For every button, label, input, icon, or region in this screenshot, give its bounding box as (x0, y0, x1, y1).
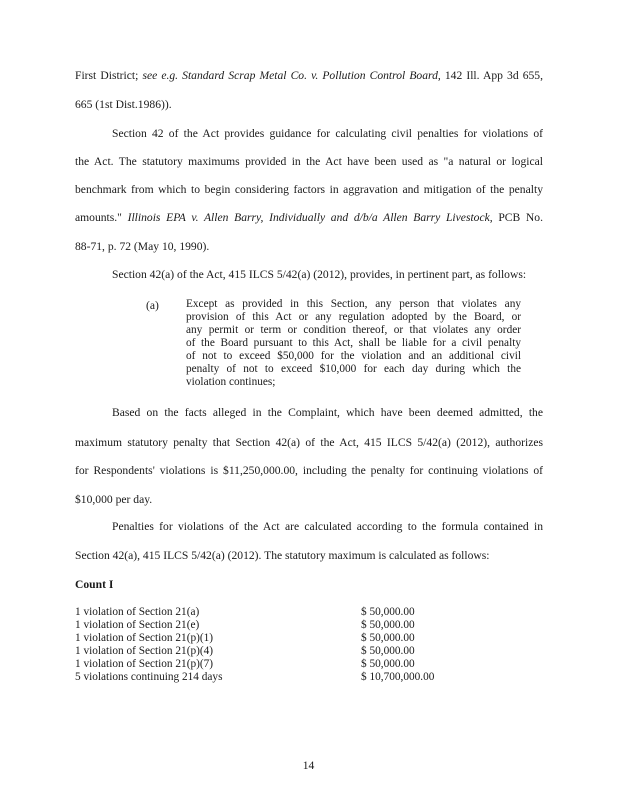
para2-line5: 88-71, p. 72 (May 10, 1990). (75, 240, 210, 253)
text-span: amounts." (75, 211, 128, 224)
page-number: 14 (302, 759, 315, 772)
penalty-amount: $ 10,700,000.00 (361, 671, 435, 683)
para5-line2: Section 42(a), 415 ILCS 5/42(a) (2012). The statutory maximum is calculated as follows: (75, 549, 490, 562)
table-row (75, 632, 555, 645)
penalty-amount: $ 50,000.00 (361, 658, 415, 670)
text-span: First District; (75, 69, 143, 82)
penalty-amount: $ 50,000.00 (361, 645, 415, 657)
table-row (75, 606, 555, 619)
quote-line: Except as provided in this Section, any person that violates any (186, 298, 521, 310)
para3-line1: Section 42(a) of the Act, 415 ILCS 5/42(a) (2012), provides, in pertinent part, as follows: (112, 268, 527, 281)
penalty-amount: $ 50,000.00 (361, 632, 415, 644)
violation-desc: 1 violation of Section 21(p)(7) (75, 658, 214, 670)
para2-line3: benchmark from which to begin considering factors in aggravation and mitigation of the penalty (75, 183, 543, 196)
table-row (75, 671, 555, 684)
count-heading: Count I (75, 578, 114, 591)
para2-line1: Section 42 of the Act provides guidance for calculating civil penalties for violations of (112, 127, 543, 140)
penalty-amount: $ 50,000.00 (361, 606, 415, 618)
violation-desc: 1 violation of Section 21(p)(4) (75, 645, 214, 657)
violation-desc: 1 violation of Section 21(e) (75, 619, 200, 631)
text-span: 142 Ill. App 3d 655, (440, 69, 544, 82)
para4-line1: Based on the facts alleged in the Complaint, which have been deemed admitted, the (112, 406, 543, 419)
para1-line1 (75, 69, 543, 83)
table-row (75, 658, 555, 671)
violation-desc: 5 violations continuing 214 days (75, 671, 223, 683)
quote-line: of not to exceed $50,000 for the violation and an additional civil (186, 350, 521, 362)
para2-line4 (75, 211, 543, 225)
quote-line: penalty of not to exceed $10,000 for each day during which the (186, 363, 521, 375)
case-citation: see e.g. Standard Scrap Metal Co. v. Pollution Control Board, (142, 69, 441, 82)
table-row (75, 619, 555, 632)
violation-desc: 1 violation of Section 21(a) (75, 606, 200, 618)
table-row (75, 645, 555, 658)
case-citation: Illinois EPA v. Allen Barry, Individually and d/b/a Allen Barry Livestock, (127, 211, 493, 224)
quote-label: (a) (146, 299, 159, 312)
para5-line1: Penalties for violations of the Act are calculated according to the formula contained in (112, 520, 543, 533)
quote-line: any permit or term or condition thereof, or that violates any order (186, 324, 521, 336)
para4-line2: maximum statutory penalty that Section 42(a) of the Act, 415 ILCS 5/42(a) (2012), authorizes (75, 436, 543, 449)
para4-line4: $10,000 per day. (75, 493, 153, 506)
text-span: PCB No. (492, 211, 543, 224)
quote-line: provision of this Act or any regulation adopted by the Board, or (186, 311, 521, 323)
quote-line: of the Board pursuant to this Act, shall be liable for a civil penalty (186, 337, 521, 349)
para2-line2: the Act. The statutory maximums provided in the Act have been used as "a natural or logical (75, 155, 543, 168)
quote-line: violation continues; (186, 376, 276, 388)
para1-line2: 665 (1st Dist.1986)). (75, 98, 172, 111)
violation-desc: 1 violation of Section 21(p)(1) (75, 632, 214, 644)
penalty-amount: $ 50,000.00 (361, 619, 415, 631)
para4-line3: for Respondents' violations is $11,250,000.00, including the penalty for continuing violations of (75, 464, 543, 477)
